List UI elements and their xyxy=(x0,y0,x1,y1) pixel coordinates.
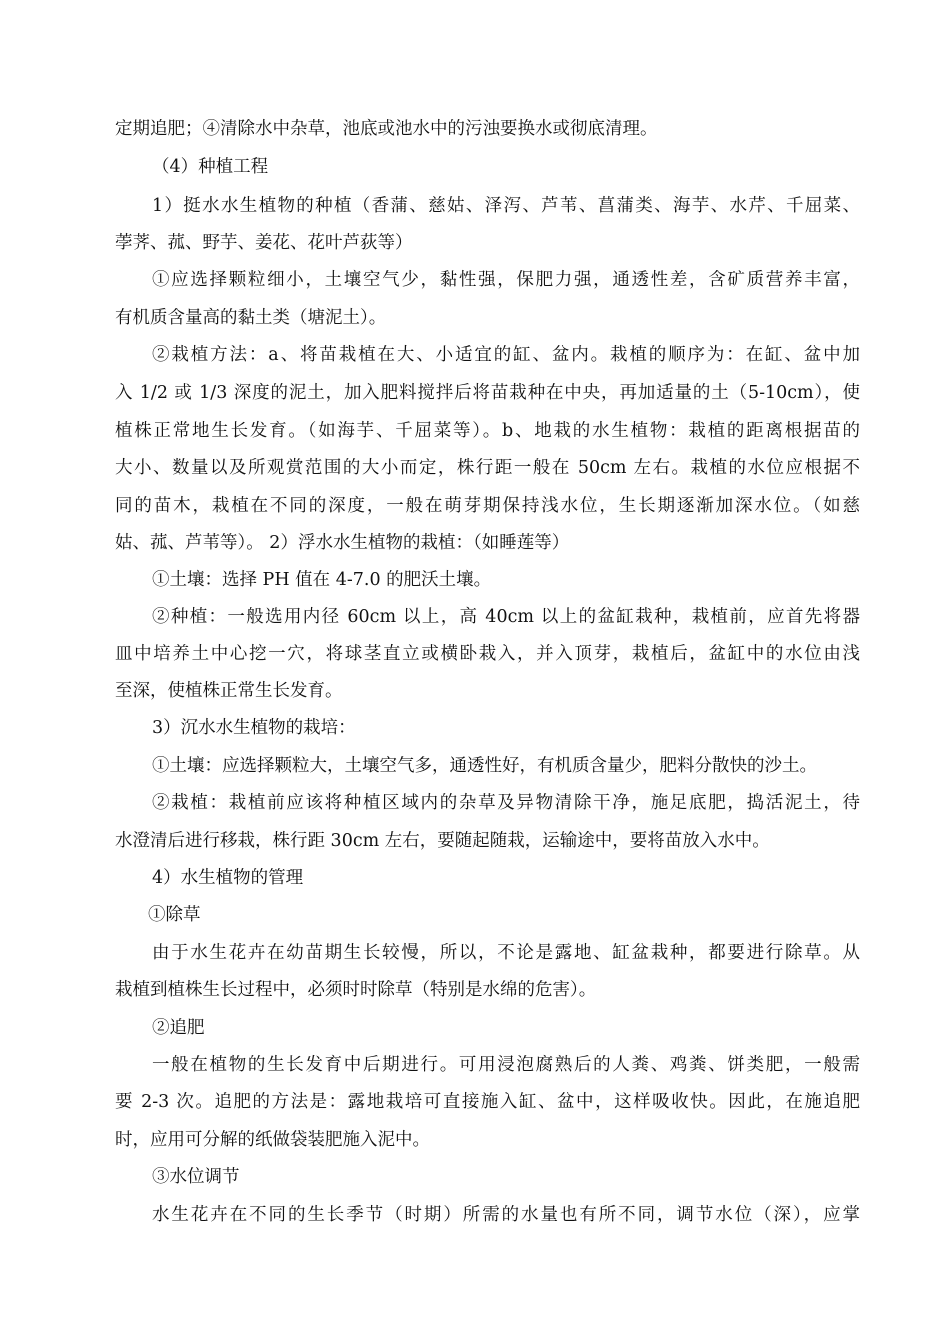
subheading-water-level: ③水位调节 xyxy=(152,1167,240,1187)
subheading-plant-management: 4）水生植物的管理 xyxy=(152,868,304,888)
text-line-11: 同的苗木，栽植在不同的深度，一般在萌芽期保持浅水位，生长期逐渐加深水位。（如慈 xyxy=(115,496,860,516)
text-line-27: 要 2-3 次。追肥的方法是：露地栽培可直接施入缸、盆中，这样吸收快。因此，在施追肥 xyxy=(115,1092,860,1112)
text-line-30: 水生花卉在不同的生长季节（时期）所需的水量也有所不同，调节水位（深），应掌 xyxy=(152,1205,860,1225)
text-line-13: ①土壤：选择 PH 值在 4-7.0 的肥沃土壤。 xyxy=(152,570,492,590)
section-heading-planting: （4）种植工程 xyxy=(152,157,269,177)
text-line-14: ②种植：一般选用内径 60cm 以上，高 40cm 以上的盆缸栽种，栽植前，应首先将器 xyxy=(152,607,860,627)
text-line-26: 一般在植物的生长发育中后期进行。可用浸泡腐熟后的人粪、鸡粪、饼类肥，一般需 xyxy=(152,1055,860,1075)
text-line-23: 由于水生花卉在幼苗期生长较慢，所以，不论是露地、缸盆栽种，都要进行除草。从 xyxy=(152,943,860,963)
text-line-28: 时，应用可分解的纸做袋装肥施入泥中。 xyxy=(115,1130,430,1150)
subheading-submerged-plants: 3）沉水水生植物的栽培： xyxy=(152,718,356,738)
text-line-16: 至深，使植株正常生长发育。 xyxy=(115,681,343,701)
text-line-7: ②栽植方法：a、将苗栽植在大、小适宜的缸、盆内。栽植的顺序为：在缸、盆中加 xyxy=(152,345,860,365)
text-line-5: ①应选择颗粒细小，土壤空气少，黏性强，保肥力强，通透性差，含矿质营养丰富， xyxy=(152,270,860,290)
text-line-1: 定期追肥；④清除水中杂草，池底或池水中的污浊要换水或彻底清理。 xyxy=(115,119,658,139)
text-line-9: 植株正常地生长发育。（如海芋、千屈菜等）。b、地栽的水生植物：栽植的距离根据苗的 xyxy=(115,421,860,441)
text-line-15: 皿中培养土中心挖一穴，将球茎直立或横卧栽入，并入顶芽，栽植后，盆缸中的水位由浅 xyxy=(115,644,860,664)
subheading-weeding: ①除草 xyxy=(148,905,201,925)
text-line-12: 姑、菰、芦苇等）。 2）浮水水生植物的栽植：（如睡莲等） xyxy=(115,533,570,553)
subheading-fertilizing: ②追肥 xyxy=(152,1018,205,1038)
text-line-10: 大小、数量以及所观赏范围的大小而定，株行距一般在 50cm 左右。栽植的水位应根据不 xyxy=(115,458,860,478)
text-line-20: 水澄清后进行移栽，株行距 30cm 左右，要随起随栽，运输途中，要将苗放入水中。 xyxy=(115,831,770,851)
text-line-19: ②栽植：栽植前应该将种植区域内的杂草及异物清除干净，施足底肥，捣活泥土，待 xyxy=(152,793,860,813)
text-line-8: 入 1/2 或 1/3 深度的泥土，加入肥料搅拌后将苗栽种在中央，再加适量的土（5-10cm），使 xyxy=(115,383,860,403)
text-line-3: 1）挺水水生植物的种植（香蒲、慈姑、泽泻、芦苇、菖蒲类、海芋、水芹、千屈菜、 xyxy=(152,196,860,216)
text-line-4: 荸荠、菰、野芋、姜花、花叶芦荻等） xyxy=(115,233,413,253)
text-line-24: 栽植到植株生长过程中，必须时时除草（特别是水绵的危害）。 xyxy=(115,980,597,1000)
text-line-6: 有机质含量高的黏土类（塘泥土）。 xyxy=(115,308,387,328)
text-line-18: ①土壤：应选择颗粒大，土壤空气多，通透性好，有机质含量少，肥料分散快的沙土。 xyxy=(152,756,817,776)
